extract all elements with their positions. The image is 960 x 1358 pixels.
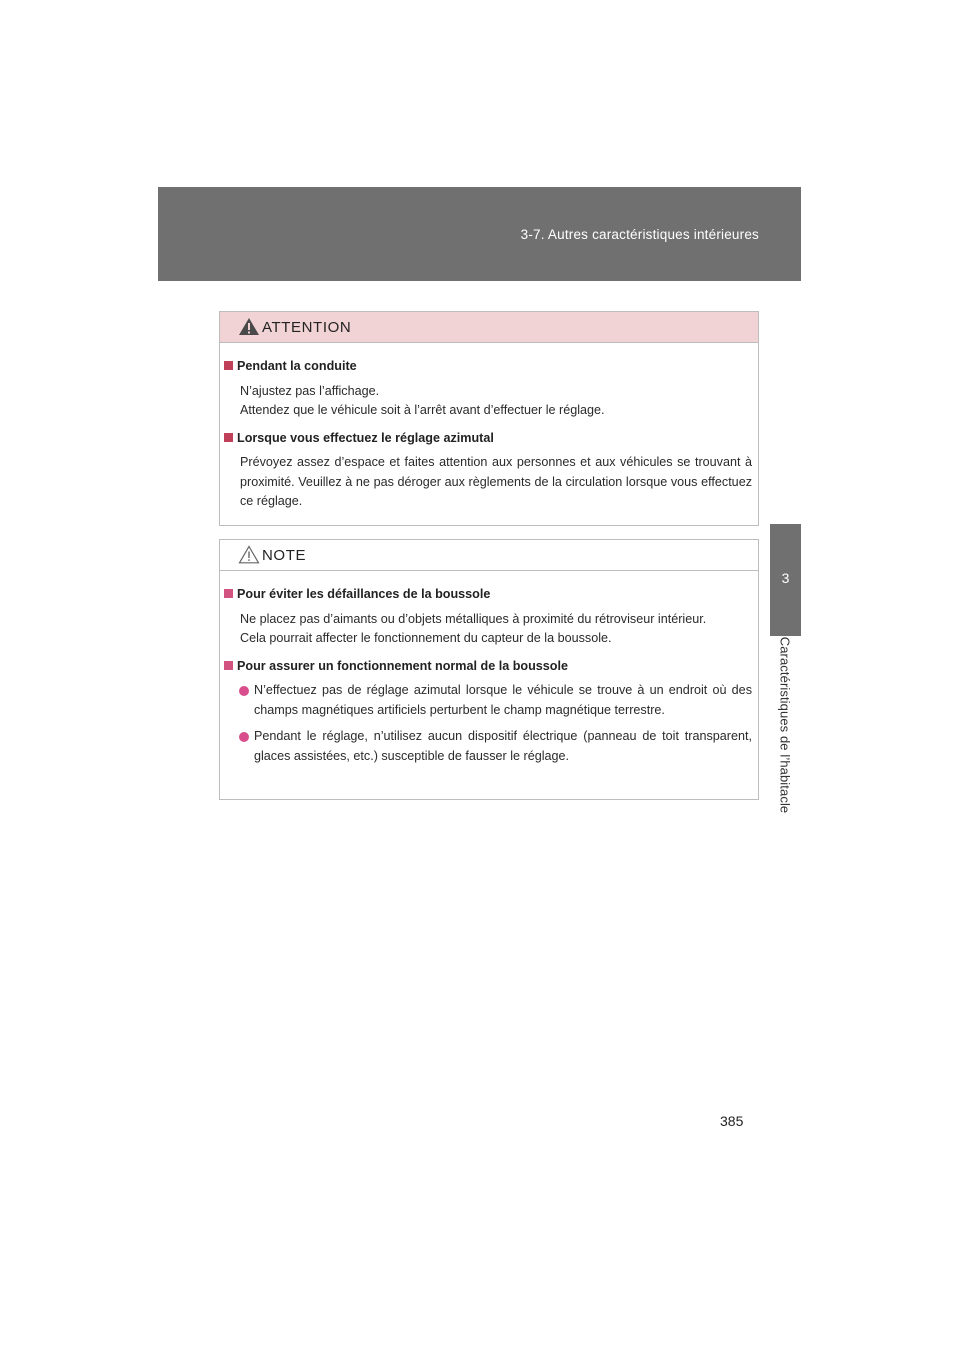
caution-triangle-icon bbox=[238, 545, 260, 564]
note-box bbox=[219, 539, 759, 800]
note-bullet-item: N’effectuez pas de réglage azimutal lorsque le véhicule se trouve à un endroit où des champs magnétiques artificiels perturbent le champ magnétique terrestre. bbox=[254, 681, 752, 720]
note-paragraph: Ne placez pas d’aimants ou d’objets métalliques à proximité du rétroviseur intérieur. Cela pourrait affecter le fonctionnement du capteur de la boussole. bbox=[240, 611, 707, 645]
note-header bbox=[220, 540, 758, 571]
square-bullet-icon bbox=[224, 361, 233, 370]
header-bar bbox=[158, 187, 801, 281]
attention-section-title: Lorsque vous effectuez le réglage azimutal bbox=[224, 429, 752, 449]
attention-section-title: Pendant la conduite bbox=[224, 357, 752, 377]
square-bullet-icon bbox=[224, 433, 233, 442]
warning-triangle-icon bbox=[238, 317, 260, 336]
chapter-number: 3 bbox=[781, 570, 790, 586]
attention-box bbox=[219, 311, 759, 526]
note-body bbox=[220, 571, 758, 766]
bullet-dot-icon bbox=[239, 732, 249, 742]
attention-header bbox=[220, 312, 758, 343]
bullet-dot-icon bbox=[239, 686, 249, 696]
attention-body bbox=[220, 343, 758, 512]
chapter-label: Caractéristiques de l’habitacle bbox=[777, 636, 793, 814]
attention-label: ATTENTION bbox=[262, 319, 352, 336]
square-bullet-icon bbox=[224, 661, 233, 670]
note-section-title: Pour assurer un fonctionnement normal de la boussole bbox=[224, 657, 752, 677]
attention-paragraph: N’ajustez pas l’affichage. Attendez que le véhicule soit à l’arrêt avant d’effectuer le réglage. bbox=[240, 383, 605, 417]
note-label: NOTE bbox=[262, 547, 307, 564]
note-bullet-item: Pendant le réglage, n’utilisez aucun dispositif électrique (panneau de toit transparent, glaces assistées, etc.) susceptible de fausser le réglage. bbox=[254, 727, 752, 766]
note-section-title: Pour éviter les défaillances de la boussole bbox=[224, 585, 752, 605]
attention-paragraph: Prévoyez assez d’espace et faites attention aux personnes et aux véhicules se trouvant à proximité. Veuillez à ne pas déroger aux règlements de la circulation lorsque vous effectuez ce réglage. bbox=[240, 455, 752, 508]
section-title: 3-7. Autres caractéristiques intérieures bbox=[520, 227, 759, 242]
chapter-tab bbox=[770, 524, 801, 636]
square-bullet-icon bbox=[224, 589, 233, 598]
page-number: 385 bbox=[720, 1113, 744, 1129]
